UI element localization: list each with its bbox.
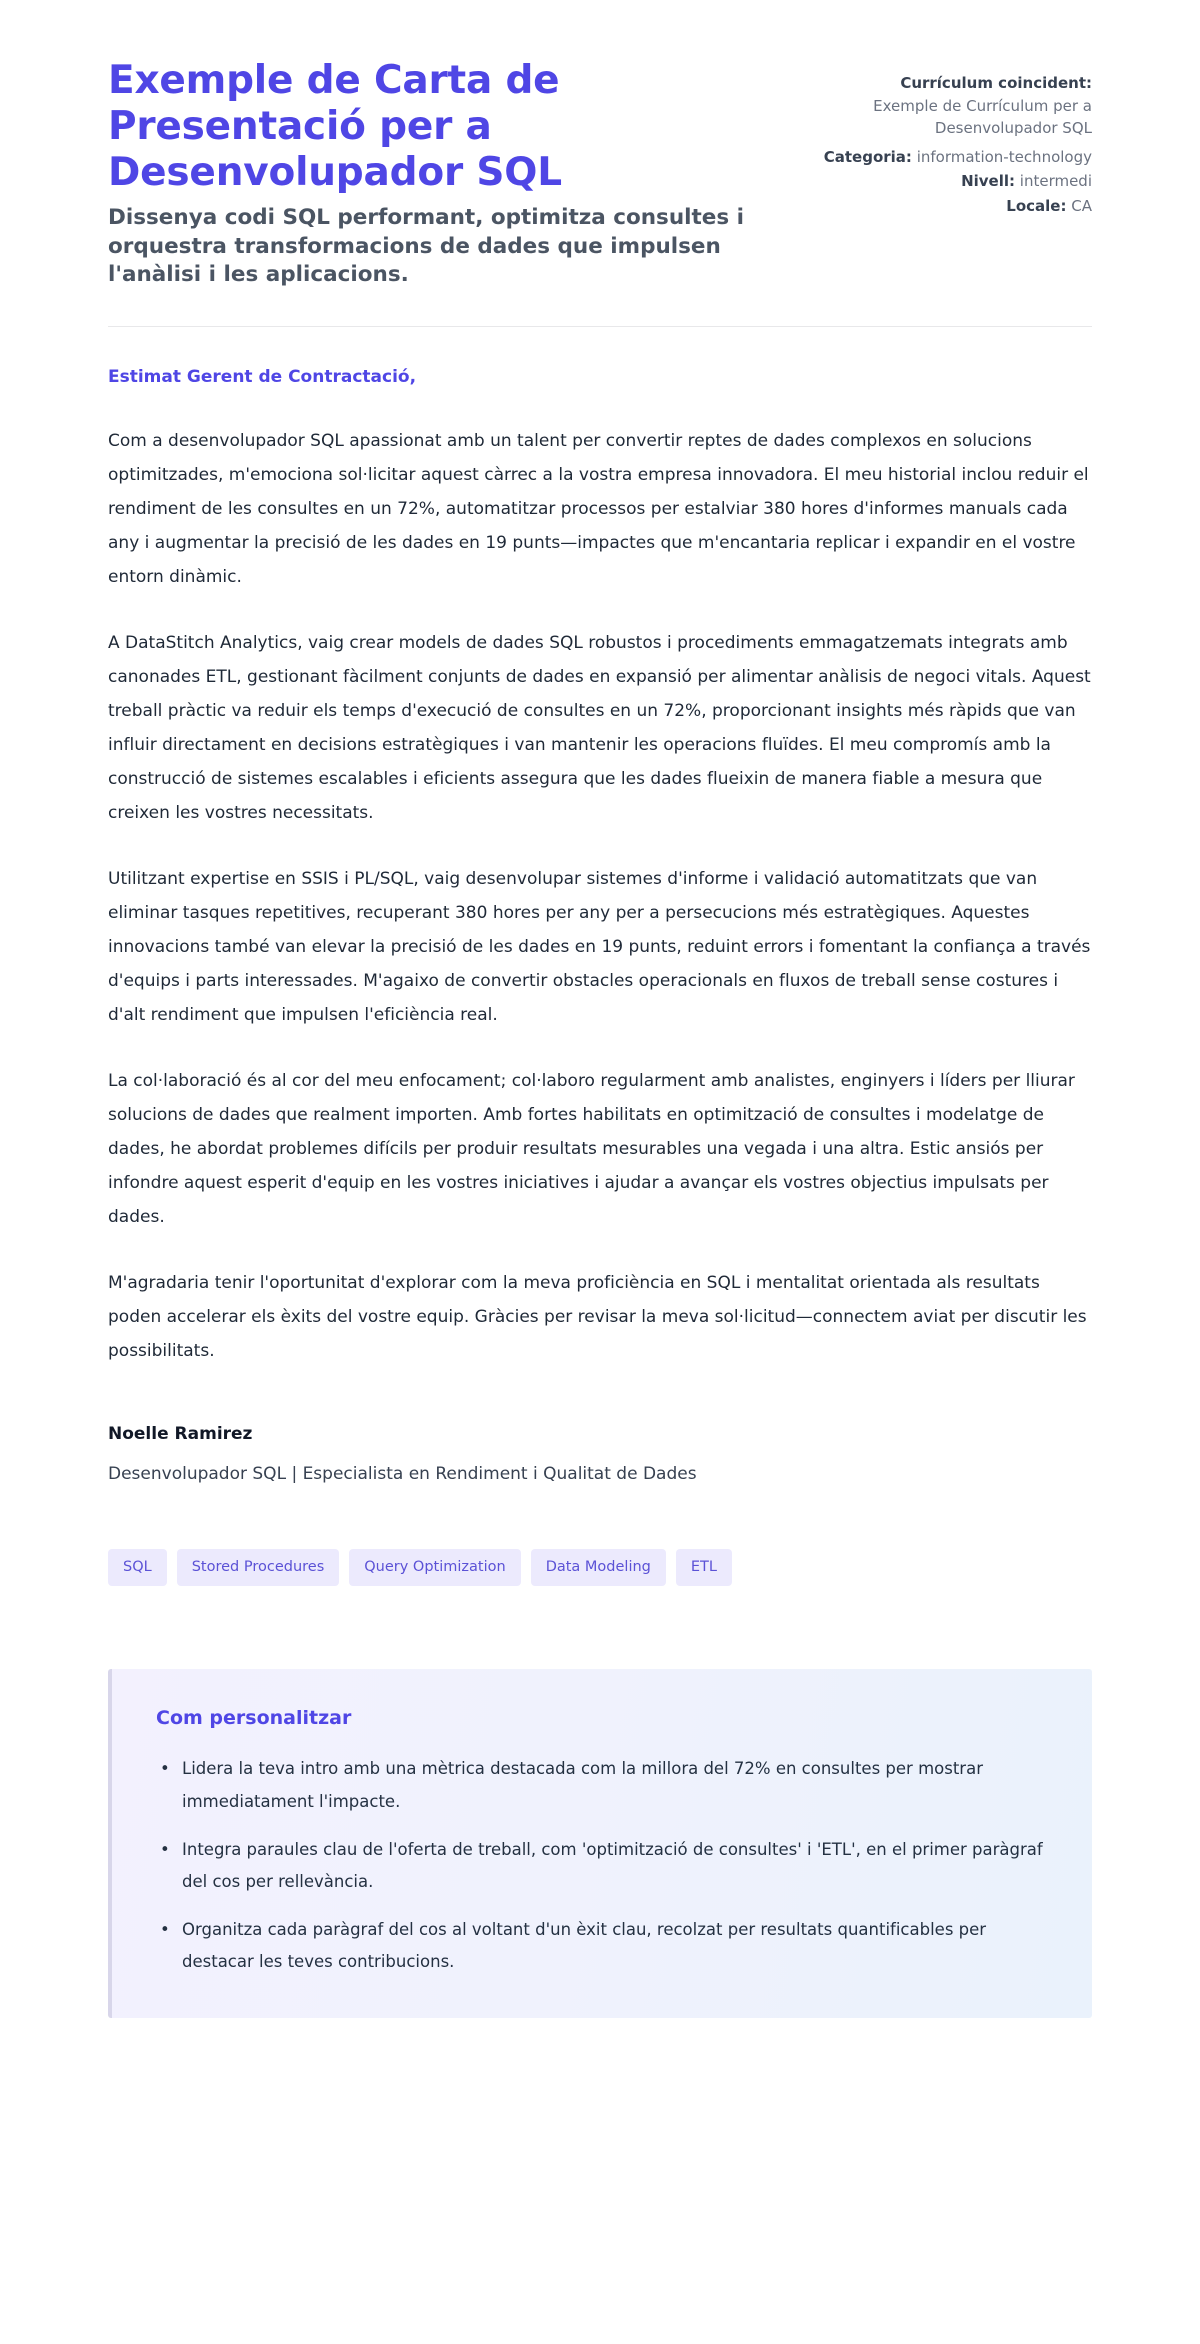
- meta-matching-resume: [807, 72, 1092, 140]
- meta-level: [807, 170, 1092, 193]
- letter-salutation: Estimat Gerent de Contractació,: [108, 366, 417, 387]
- header-title-block: [108, 58, 748, 290]
- list-item-text: Lidera la teva intro amb una mètrica destacada com la millora del 72% en consultes per mostrar immediatament l'impacte.: [182, 1759, 983, 1811]
- bullet-icon: •: [160, 1759, 170, 1779]
- meta-locale: [807, 195, 1092, 218]
- meta-locale-label: Locale:: [1006, 196, 1067, 215]
- document-metadata-panel: [807, 58, 1092, 219]
- meta-level-value: intermedi: [1019, 172, 1092, 190]
- letter-body: [108, 327, 1092, 1369]
- skill-tag[interactable]: Query Optimization: [349, 1549, 520, 1586]
- meta-category-value: information-technology: [916, 147, 1092, 166]
- meta-locale-value: CA: [1071, 196, 1092, 215]
- meta-matching-resume-value[interactable]: Exemple de Currículum per a Desenvolupador SQL: [873, 96, 1092, 137]
- page-bottom-spacer: [108, 2018, 1092, 2088]
- list-item: [156, 1914, 1048, 1978]
- meta-category: [807, 146, 1092, 169]
- signature-block: [108, 1400, 1092, 1487]
- how-to-customize-callout: [108, 1669, 1092, 2019]
- page-subtitle: Dissenya codi SQL performant, optimitza consultes i orquestra transformacions de dades que impulsen l'anàlisi i les aplicacions.: [108, 205, 745, 288]
- skill-tag[interactable]: Data Modeling: [531, 1549, 666, 1586]
- list-item-text: Organitza cada paràgraf del cos al voltant d'un èxit clau, recolzat per resultats quantificables per destacar les teves contribucions.: [182, 1920, 987, 1972]
- page-title: Exemple de Carta de Presentació per a Desenvolupador SQL: [108, 58, 562, 196]
- letter-paragraph: M'agradaria tenir l'oportunitat d'explorar com la meva proficiència en SQL i mentalitat orientada als resultats poden accelerar els èxits del vostre equip. Gràcies per revisar la meva sol·licitud—connectem aviat per discutir les possibilitats.: [108, 1273, 1087, 1362]
- list-item: [156, 1753, 1048, 1817]
- meta-matching-resume-label: Currículum coincident:: [900, 74, 1092, 92]
- list-item: [156, 1834, 1048, 1898]
- letter-paragraph: Utilitzant expertise en SSIS i PL/SQL, vaig desenvolupar sistemes d'informe i validació automatitzats que van eliminar tasques repetitives, recuperant 380 hores per any per a persecucions més estratègiques. Aquestes innovacions també van elevar la precisió de les dades en 19 punts, reduint errors i fomentant la confiança a través d'equips i parts interessades. M'agaixo de convertir obstacles operacionals en fluxos de treball sense costures i d'alt rendiment que impulsen l'eficiència real.: [108, 869, 1091, 1026]
- skill-tag[interactable]: SQL: [108, 1549, 167, 1586]
- skill-tag-list: [108, 1487, 1092, 1586]
- callout-tip-list: [156, 1753, 1048, 1978]
- meta-level-label: Nivell:: [961, 172, 1015, 190]
- document-header: [108, 0, 1092, 290]
- bullet-icon: •: [160, 1920, 170, 1940]
- signature-role: Desenvolupador SQL | Especialista en Rendiment i Qualitat de Dades: [108, 1463, 697, 1484]
- skill-tag[interactable]: ETL: [676, 1549, 732, 1586]
- letter-paragraph: La col·laboració és al cor del meu enfocament; col·laboro regularment amb analistes, enginyers i líders per lliurar solucions de dades que realment importen. Amb fortes habilitats en optimització de consultes i modelatge de dades, he abordat problemes difícils per produir resultats mesurables una vegada i una altra. Estic ansiós per infondre aquest esperit d'equip en les vostres iniciatives i ajudar a avançar els vostres objectius impulsats per dades.: [108, 1071, 1075, 1228]
- signature-name: Noelle Ramirez: [108, 1424, 253, 1445]
- skill-tag[interactable]: Stored Procedures: [177, 1549, 340, 1586]
- list-item-text: Integra paraules clau de l'oferta de treball, com 'optimització de consultes' i 'ETL', en el primer paràgraf del cos per rellevància.: [182, 1839, 1043, 1891]
- bullet-icon: •: [160, 1839, 170, 1859]
- letter-paragraph: A DataStitch Analytics, vaig crear models de dades SQL robustos i procediments emmagatzemats integrats amb canonades ETL, gestionant fàcilment conjunts de dades en expansió per alimentar anàlisis de negoci vitals. Aquest treball pràctic va reduir els temps d'execució de consultes en un 72%, proporcionant insights més ràpids que van influir directament en decisions estratègiques i van mantenir les operacions fluïdes. El meu compromís amb la construcció de sistemes escalables i eficients assegura que les dades flueixin de manera fiable a mesura que creixen les vostres necessitats.: [108, 633, 1091, 824]
- meta-category-label: Categoria:: [823, 147, 912, 166]
- letter-paragraph: Com a desenvolupador SQL apassionat amb un talent per convertir reptes de dades complexos en solucions optimitzades, m'emociona sol·licitar aquest càrrec a la vostra empresa innovadora. El meu historial inclou reduir el rendiment de les consultes en un 72%, automatitzar processos per estalviar 380 hores d'informes manuals cada any i augmentar la precisió de les dades en 19 punts—impactes que m'encantaria replicar i expandir en el vostre entorn dinàmic.: [108, 431, 1089, 588]
- callout-title: Com personalitzar: [156, 1706, 352, 1729]
